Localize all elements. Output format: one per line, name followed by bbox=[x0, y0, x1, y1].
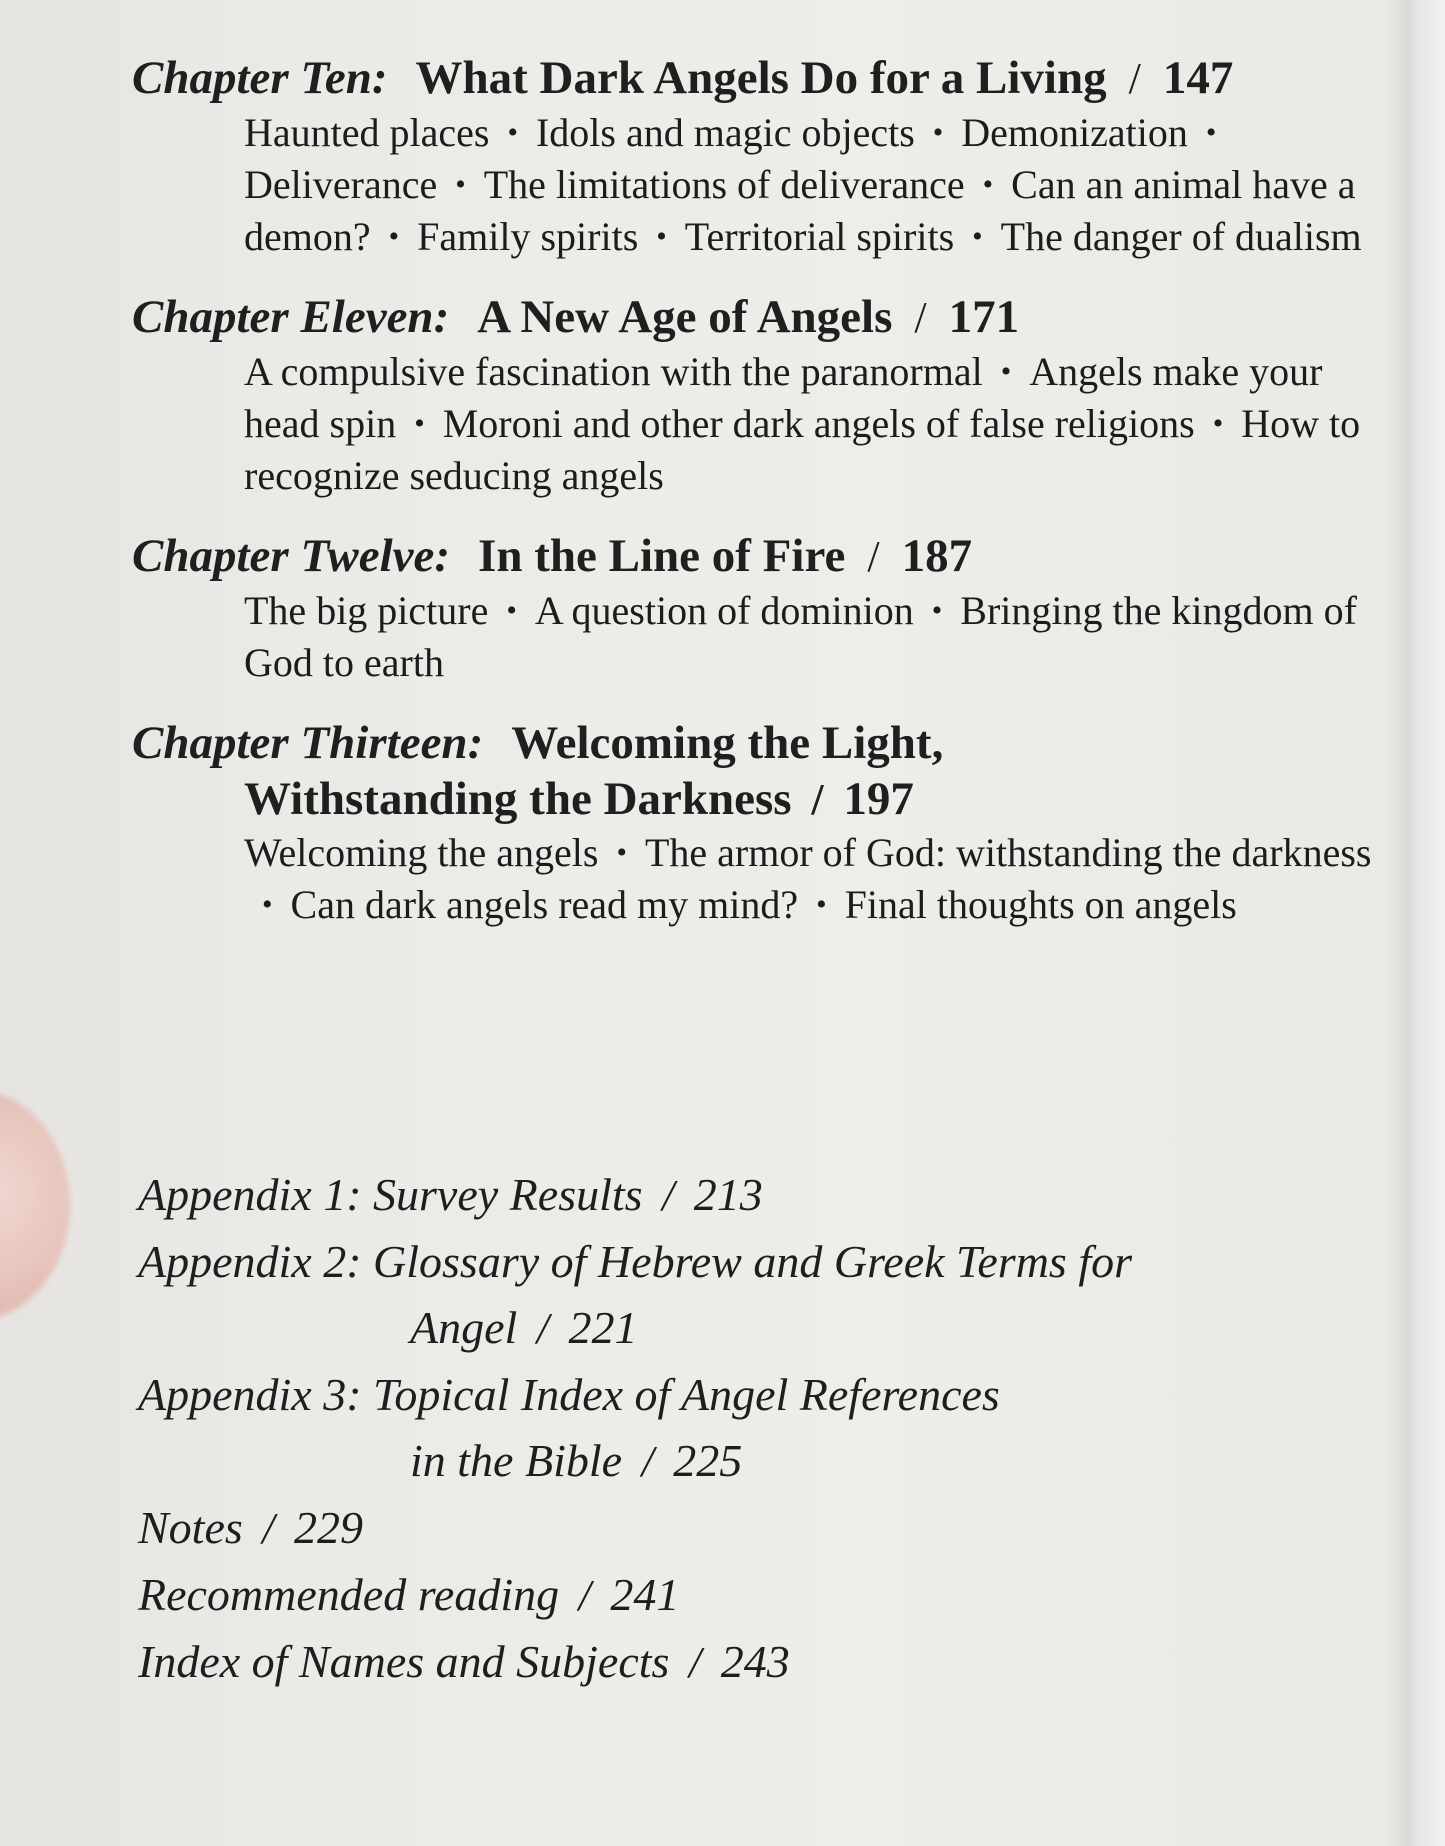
chapter-topics bbox=[132, 585, 1384, 689]
chapter-label: Chapter Eleven: bbox=[132, 291, 450, 343]
topic: How to recognize seducing angels bbox=[244, 401, 1361, 498]
topic: Demonization bbox=[961, 110, 1188, 155]
back-matter-entry-continued bbox=[138, 1295, 1388, 1362]
entry-title: Appendix 2: Glossary of Hebrew and Greek Terms for bbox=[138, 1236, 1133, 1287]
topic: Deliverance bbox=[244, 162, 438, 207]
topic: Final thoughts on angels bbox=[844, 882, 1237, 927]
entry-title-continued: Angel bbox=[410, 1302, 518, 1353]
entry-title-continued: in the Bible bbox=[410, 1435, 623, 1486]
entry-page-number: 241 bbox=[610, 1569, 680, 1620]
chapter-title: A New Age of Angels bbox=[477, 291, 893, 343]
topic: Family spirits bbox=[417, 214, 639, 259]
chapter-title-line-2-row bbox=[132, 772, 1402, 827]
bullet-icon: • bbox=[507, 116, 518, 149]
chapter-label: Chapter Twelve: bbox=[132, 530, 451, 582]
back-matter-entry bbox=[138, 1162, 1388, 1229]
page-separator: / bbox=[867, 532, 880, 581]
bullet-icon: • bbox=[506, 594, 517, 627]
topic: A compulsive fascination with the paranormal bbox=[244, 349, 983, 394]
entry-title: Index of Names and Subjects bbox=[138, 1636, 670, 1687]
entry-title: Appendix 1: Survey Results bbox=[138, 1169, 643, 1220]
bullet-icon: • bbox=[262, 888, 273, 921]
chapter-heading bbox=[132, 715, 1402, 772]
bullet-icon: • bbox=[616, 836, 627, 869]
thumb-photo-edge bbox=[0, 1090, 70, 1320]
entry-page-number: 225 bbox=[673, 1435, 743, 1486]
bullet-icon: • bbox=[1000, 355, 1012, 388]
topic: Angels make your head spin bbox=[244, 349, 1323, 446]
topic: The limitations of deliverance bbox=[483, 162, 965, 207]
page-separator: / bbox=[914, 293, 927, 342]
bullet-icon: • bbox=[982, 168, 994, 201]
chapter-topics bbox=[132, 107, 1384, 263]
bullet-icon: • bbox=[656, 220, 667, 253]
entry-title: Recommended reading bbox=[138, 1569, 560, 1620]
topic: Welcoming the angels bbox=[244, 830, 599, 875]
topic: A question of dominion bbox=[534, 588, 914, 633]
topic: Can dark angels read my mind? bbox=[290, 882, 799, 927]
chapter-page-number: 187 bbox=[901, 530, 973, 582]
bullet-icon: • bbox=[388, 220, 400, 253]
chapter-topics bbox=[132, 827, 1384, 931]
page-separator: / bbox=[262, 1504, 275, 1553]
entry-page-number: 243 bbox=[720, 1636, 790, 1687]
bullet-icon: • bbox=[414, 407, 425, 440]
chapter-entry bbox=[132, 528, 1402, 689]
chapter-entry bbox=[132, 289, 1402, 502]
entry-page-number: 213 bbox=[693, 1169, 763, 1220]
entry-title: Appendix 3: Topical Index of Angel References bbox=[138, 1369, 1000, 1420]
bullet-icon: • bbox=[1205, 116, 1217, 149]
back-matter-entry bbox=[138, 1629, 1388, 1696]
chapter-label: Chapter Thirteen: bbox=[132, 717, 484, 769]
chapter-page-number: 147 bbox=[1162, 52, 1234, 104]
chapter-heading bbox=[132, 289, 1402, 346]
entry-page-number: 229 bbox=[294, 1502, 364, 1553]
entry-title: Notes bbox=[138, 1502, 243, 1553]
chapter-title-line-2: Withstanding the Darkness bbox=[244, 773, 792, 825]
chapter-entry bbox=[132, 715, 1402, 931]
bullet-icon: • bbox=[1212, 407, 1224, 440]
topic: The armor of God: withstanding the darkness bbox=[644, 830, 1372, 875]
topic: Territorial spirits bbox=[684, 214, 955, 259]
bullet-icon: • bbox=[816, 888, 827, 921]
back-matter-list bbox=[138, 1162, 1388, 1696]
topic: The danger of dualism bbox=[1000, 214, 1362, 259]
back-matter-entry bbox=[138, 1562, 1388, 1629]
topic: The big picture bbox=[244, 588, 489, 633]
page-edge-shadow bbox=[1405, 0, 1445, 1846]
chapter-heading bbox=[132, 528, 1402, 585]
topic: Can an animal have a demon? bbox=[244, 162, 1356, 259]
chapter-page-number: 197 bbox=[843, 773, 914, 825]
bullet-icon: • bbox=[455, 168, 466, 201]
page-separator: / bbox=[688, 1638, 702, 1687]
page-separator: / bbox=[641, 1437, 654, 1486]
bullet-icon: • bbox=[932, 116, 944, 149]
topic: Moroni and other dark angels of false religions bbox=[442, 401, 1195, 446]
chapter-title-line-1: Welcoming the Light, bbox=[511, 717, 944, 769]
page-separator: / bbox=[1128, 54, 1141, 103]
chapter-topics bbox=[132, 346, 1384, 502]
chapter-title: In the Line of Fire bbox=[478, 530, 846, 582]
entry-page-number: 221 bbox=[568, 1302, 638, 1353]
back-matter-entry bbox=[138, 1495, 1388, 1562]
back-matter-entry bbox=[138, 1362, 1388, 1428]
chapter-title: What Dark Angels Do for a Living bbox=[415, 52, 1107, 104]
page-separator: / bbox=[662, 1171, 675, 1220]
topic: Haunted places bbox=[244, 110, 490, 155]
page-separator: / bbox=[536, 1304, 550, 1353]
topic: Idols and magic objects bbox=[535, 110, 915, 155]
page-separator: / bbox=[578, 1571, 591, 1620]
bullet-icon: • bbox=[931, 594, 943, 627]
chapter-page-number: 171 bbox=[948, 291, 1020, 343]
topic: Bringing the kingdom of God to earth bbox=[244, 588, 1357, 685]
page-separator: / bbox=[811, 775, 824, 824]
back-matter-entry-continued bbox=[138, 1428, 1388, 1495]
table-of-contents bbox=[132, 50, 1402, 957]
back-matter-entry bbox=[138, 1229, 1388, 1295]
bullet-icon: • bbox=[972, 220, 983, 253]
chapter-heading bbox=[132, 50, 1402, 107]
chapter-entry bbox=[132, 50, 1402, 263]
chapter-label: Chapter Ten: bbox=[132, 52, 388, 104]
